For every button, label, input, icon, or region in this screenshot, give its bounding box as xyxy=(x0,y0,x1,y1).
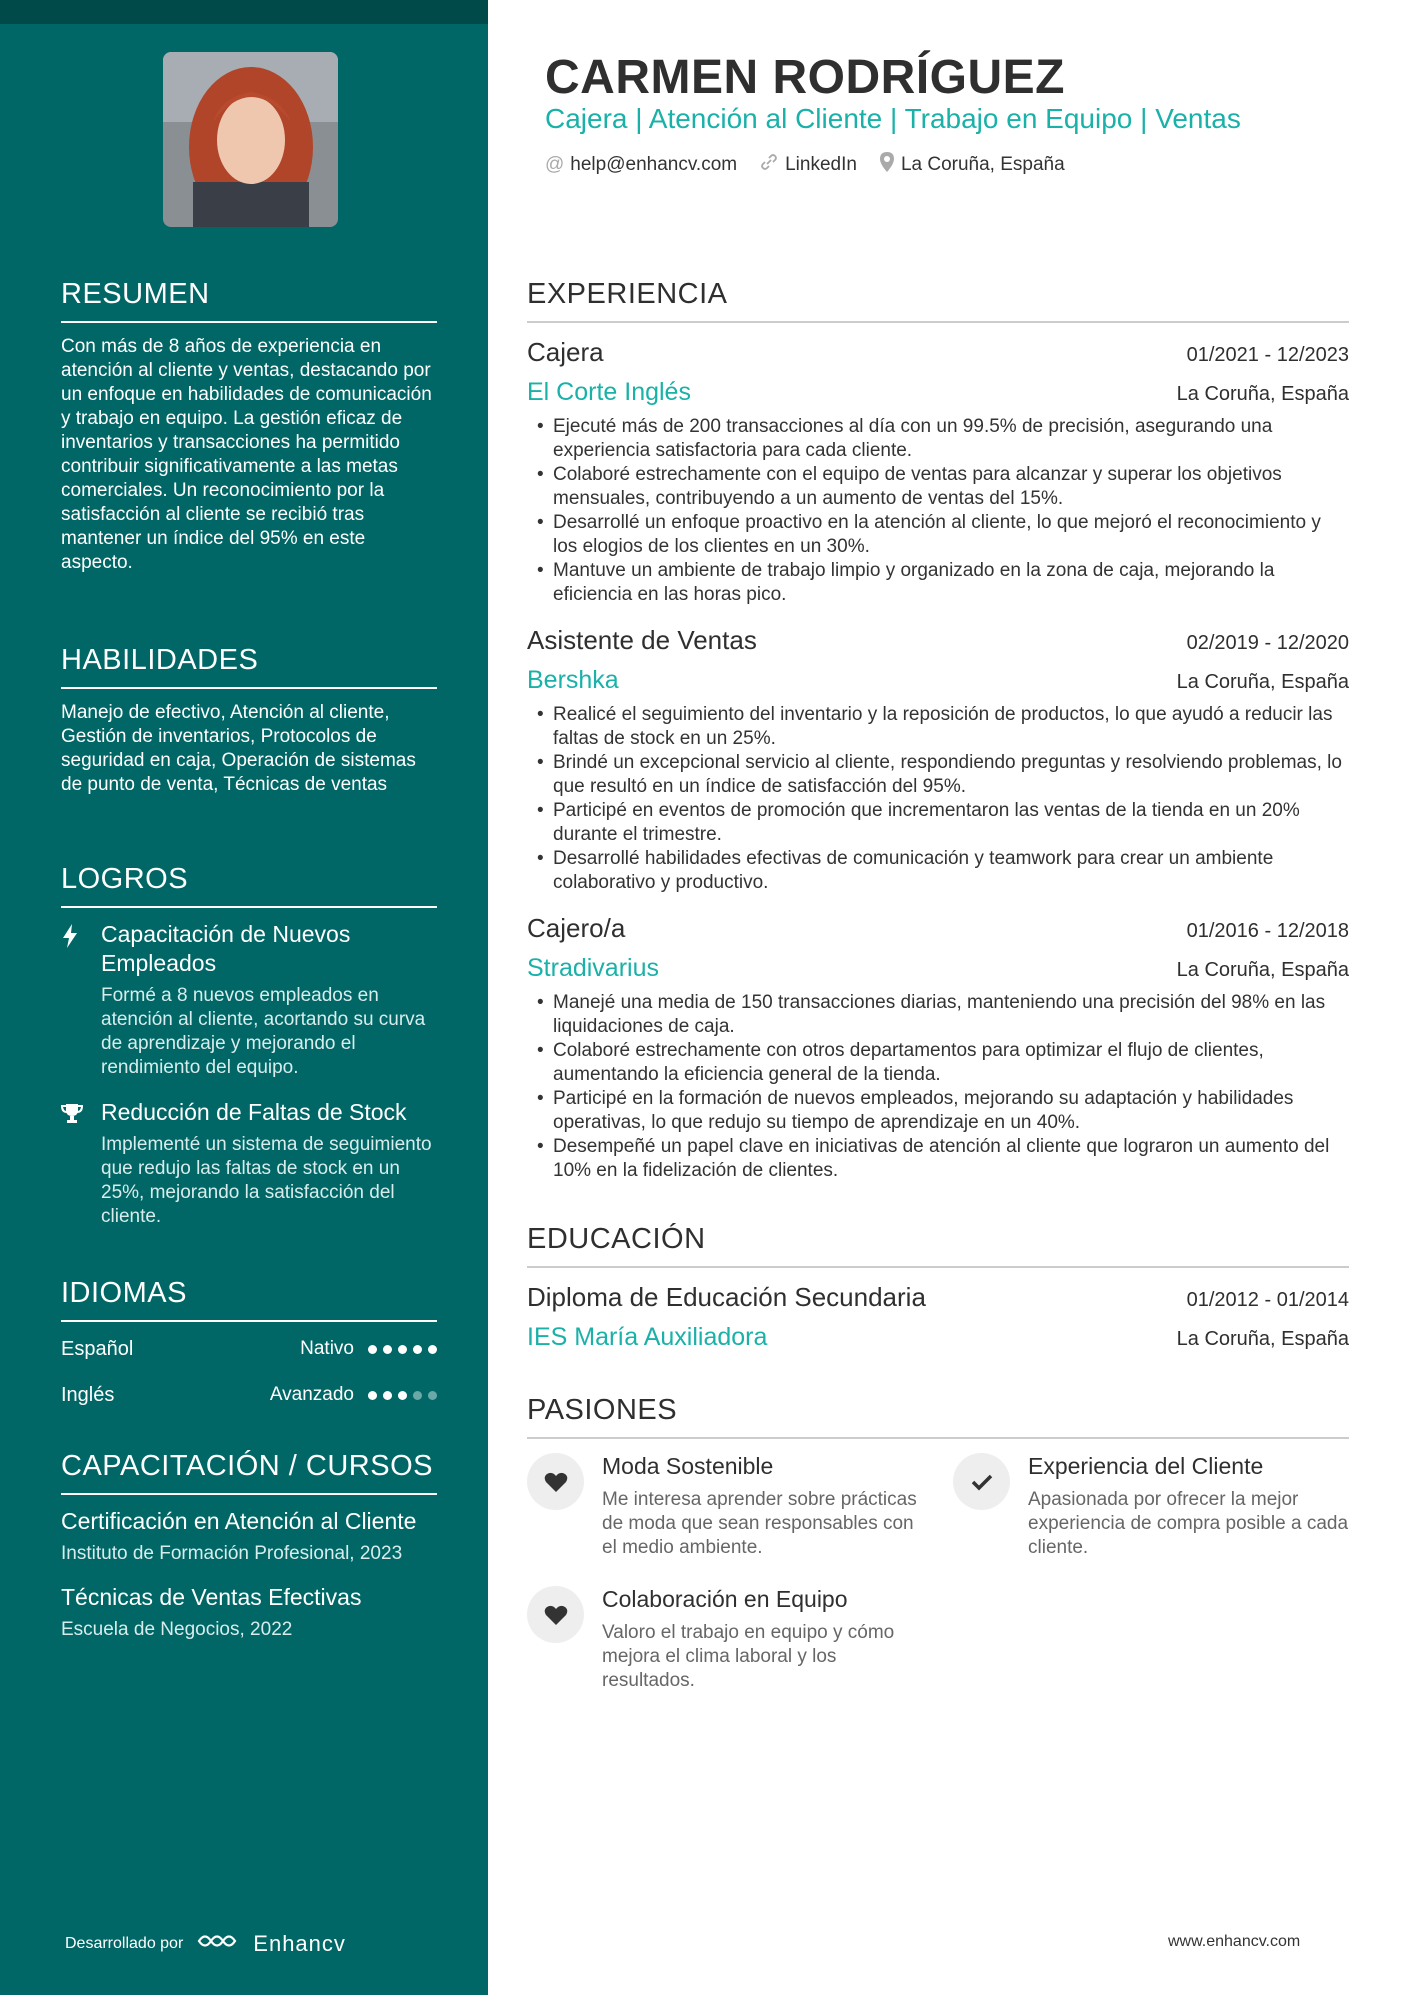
trophy-icon xyxy=(61,1098,101,1229)
contact-linkedin[interactable] xyxy=(759,152,857,178)
job-title: Asistente de Ventas xyxy=(527,625,757,655)
education-location: La Coruña, España xyxy=(1176,1328,1349,1350)
job-dates: 02/2019 - 12/2020 xyxy=(1186,632,1349,654)
job-bullet: • Realicé el seguimiento del inventario y la reposición de productos, lo que ayudó a reducir las faltas de stock en un 25%. xyxy=(527,703,1349,751)
rating-dot-filled xyxy=(398,1345,407,1354)
job-entry xyxy=(527,337,1349,607)
job-bullet: • Desarrollé un enfoque proactivo en la atención al cliente, lo que mejoró el reconocimiento y los elogios de los clientes en un 30%. xyxy=(527,511,1349,559)
achievement-item xyxy=(61,1098,437,1229)
language-row xyxy=(61,1372,437,1418)
job-dates: 01/2016 - 12/2018 xyxy=(1186,920,1349,942)
enhancv-brand: Enhancv xyxy=(253,1930,346,1956)
candidate-name: CARMEN RODRÍGUEZ xyxy=(545,51,1065,104)
job-title: Cajero/a xyxy=(527,913,626,943)
courses-section xyxy=(61,1450,437,1641)
job-location: La Coruña, España xyxy=(1176,383,1349,405)
education-title: EDUCACIÓN xyxy=(527,1223,1349,1268)
skills-text: Manejo de efectivo, Atención al cliente, Gestión de inventarios, Protocolos de seguridad en caja, Operación de sistemas de punto de venta, Técnicas de ventas xyxy=(61,702,416,795)
job-bullet: • Desarrollé habilidades efectivas de comunicación y teamwork para crear un ambiente colaborativo y productivo. xyxy=(527,847,1349,895)
job-bullet: • Colaboré estrechamente con el equipo de ventas para alcanzar y superar los objetivos mensuales, contribuyendo a un aumento de ventas del 15%. xyxy=(527,463,1349,511)
achievement-item xyxy=(61,920,437,1080)
rating-dot-filled xyxy=(368,1391,377,1400)
job-location: La Coruña, España xyxy=(1176,959,1349,981)
passion-desc: Me interesa aprender sobre prácticas de moda que sean responsables con el medio ambiente. xyxy=(602,1489,917,1558)
education-entry xyxy=(527,1282,1349,1352)
check-icon xyxy=(953,1453,1010,1510)
footer-url[interactable]: www.enhancv.com xyxy=(1168,1933,1301,1950)
job-company: El Corte Inglés xyxy=(527,378,691,406)
course-item xyxy=(61,1583,437,1641)
rating-dot-filled xyxy=(383,1391,392,1400)
rating-dot-filled xyxy=(413,1345,422,1354)
rating-dot-empty xyxy=(428,1391,437,1400)
job-entry xyxy=(527,625,1349,895)
summary-text: Con más de 8 años de experiencia en atención al cliente y ventas, destacando por un enfoque en habilidades de comunicación y trabajo en equipo. La gestión eficaz de inventarios y transacciones ha permitido contribuir significativamente a las metas comerciales. Un reconocimiento por la satisfacción al cliente se recibió tras mantener un índice del 95% en este aspecto. xyxy=(61,336,432,573)
achievement-desc: Formé a 8 nuevos empleados en atención al cliente, acortando su curva de aprendizaje y mejorando el rendimiento del equipo. xyxy=(101,985,426,1078)
passion-item xyxy=(527,1453,923,1560)
powered-by-label: Desarrollado por xyxy=(65,1934,184,1952)
job-bullet: • Desempeñé un papel clave en iniciativas de atención al cliente que lograron un aumento del 10% en la fidelización de clientes. xyxy=(527,1135,1349,1183)
rating-dot-filled xyxy=(398,1391,407,1400)
rating-dot-empty xyxy=(413,1391,422,1400)
passion-item xyxy=(953,1453,1349,1560)
passion-item xyxy=(527,1586,923,1693)
passion-title: Moda Sostenible xyxy=(602,1453,774,1479)
profile-photo xyxy=(163,52,338,227)
job-bullet: • Ejecuté más de 200 transacciones al día con un 99.5% de precisión, asegurando una experiencia satisfactoria para cada cliente. xyxy=(527,415,1349,463)
language-name: Inglés xyxy=(61,1383,115,1406)
email-text: help@enhancv.com xyxy=(570,154,738,175)
achievement-title: Capacitación de Nuevos Empleados xyxy=(101,921,351,976)
achievements-section xyxy=(61,863,437,1229)
achievements-title: LOGROS xyxy=(61,863,437,908)
passions-title: PASIONES xyxy=(527,1394,1349,1439)
heart-icon xyxy=(527,1453,584,1510)
passion-title: Experiencia del Cliente xyxy=(1028,1453,1264,1479)
job-dates: 01/2021 - 12/2023 xyxy=(1186,344,1349,366)
job-company: Bershka xyxy=(527,666,619,694)
location-text: La Coruña, España xyxy=(900,154,1065,175)
language-rating xyxy=(368,1391,437,1400)
course-subtitle: Escuela de Negocios, 2022 xyxy=(61,1619,293,1640)
job-bullet: • Manejé una media de 150 transacciones diarias, manteniendo una precisión del 98% en las liquidaciones de caja. xyxy=(527,991,1349,1039)
contact-location xyxy=(879,152,1065,178)
passions-section xyxy=(527,1394,1349,1693)
passion-desc: Apasionada por ofrecer la mejor experiencia de compra posible a cada cliente. xyxy=(1028,1489,1349,1558)
passion-title: Colaboración en Equipo xyxy=(602,1586,848,1612)
languages-title: IDIOMAS xyxy=(61,1277,437,1322)
job-bullet: • Brindé un excepcional servicio al cliente, respondiendo preguntas y resolviendo problemas, lo que resultó en un índice de satisfacción del 95%. xyxy=(527,751,1349,799)
course-title: Técnicas de Ventas Efectivas xyxy=(61,1584,362,1610)
education-degree: Diploma de Educación Secundaria xyxy=(527,1282,926,1312)
language-level: Avanzado xyxy=(269,1384,354,1405)
summary-section xyxy=(61,278,437,575)
job-title: Cajera xyxy=(527,337,604,367)
skills-title: HABILIDADES xyxy=(61,644,437,689)
link-icon xyxy=(759,152,779,178)
job-bullet: • Participé en la formación de nuevos empleados, mejorando su adaptación y habilidades operativas, lo que redujo su tiempo de aprendizaje en un 40%. xyxy=(527,1087,1349,1135)
rating-dot-filled xyxy=(368,1345,377,1354)
experience-section xyxy=(527,278,1349,1183)
course-item xyxy=(61,1507,437,1565)
job-bullets xyxy=(527,703,1349,895)
summary-title: RESUMEN xyxy=(61,278,437,323)
language-level: Nativo xyxy=(300,1338,354,1359)
job-bullet: • Mantuve un ambiente de trabajo limpio y organizado en la zona de caja, mejorando la eficiencia en las horas pico. xyxy=(527,559,1349,607)
course-subtitle: Instituto de Formación Profesional, 2023 xyxy=(61,1543,403,1564)
language-name: Español xyxy=(61,1337,134,1360)
powered-by xyxy=(65,1930,346,1957)
candidate-tagline: Cajera | Atención al Cliente | Trabajo en Equipo | Ventas xyxy=(545,103,1241,134)
experience-title: EXPERIENCIA xyxy=(527,278,1349,323)
education-school: IES María Auxiliadora xyxy=(527,1323,768,1351)
courses-title: CAPACITACIÓN / CURSOS xyxy=(61,1450,437,1495)
location-pin-icon xyxy=(879,152,895,178)
lightning-icon xyxy=(61,920,101,1080)
job-entry xyxy=(527,913,1349,1183)
education-section xyxy=(527,1223,1349,1352)
education-dates: 01/2012 - 01/2014 xyxy=(1186,1289,1349,1311)
language-row xyxy=(61,1326,437,1372)
contact-email[interactable] xyxy=(545,152,737,178)
heart-icon xyxy=(527,1586,584,1643)
job-bullet: • Colaboré estrechamente con otros departamentos para optimizar el flujo de clientes, aumentando la eficiencia general de la tienda. xyxy=(527,1039,1349,1087)
rating-dot-filled xyxy=(383,1345,392,1354)
sidebar xyxy=(0,0,488,1995)
linkedin-text: LinkedIn xyxy=(785,154,857,175)
achievement-desc: Implementé un sistema de seguimiento que redujo las faltas de stock en un 25%, mejorando la satisfacción del cliente. xyxy=(101,1134,432,1227)
sidebar-top-bar xyxy=(0,0,488,24)
job-location: La Coruña, España xyxy=(1176,671,1349,693)
job-bullet: • Participé en eventos de promoción que incrementaron las ventas de la tienda en un 20% durante el trimestre. xyxy=(527,799,1349,847)
rating-dot-filled xyxy=(428,1345,437,1354)
language-rating xyxy=(368,1345,437,1354)
job-company: Stradivarius xyxy=(527,954,659,982)
course-title: Certificación en Atención al Cliente xyxy=(61,1508,417,1534)
job-bullets xyxy=(527,991,1349,1183)
enhancv-logo-icon xyxy=(195,1930,241,1957)
skills-section xyxy=(61,644,437,797)
passion-desc: Valoro el trabajo en equipo y cómo mejora el clima laboral y los resultados. xyxy=(602,1622,895,1691)
languages-section xyxy=(61,1277,437,1418)
at-icon: @ xyxy=(545,154,565,175)
contact-info xyxy=(545,152,1065,178)
achievement-title: Reducción de Faltas de Stock xyxy=(101,1099,407,1125)
job-bullets xyxy=(527,415,1349,607)
